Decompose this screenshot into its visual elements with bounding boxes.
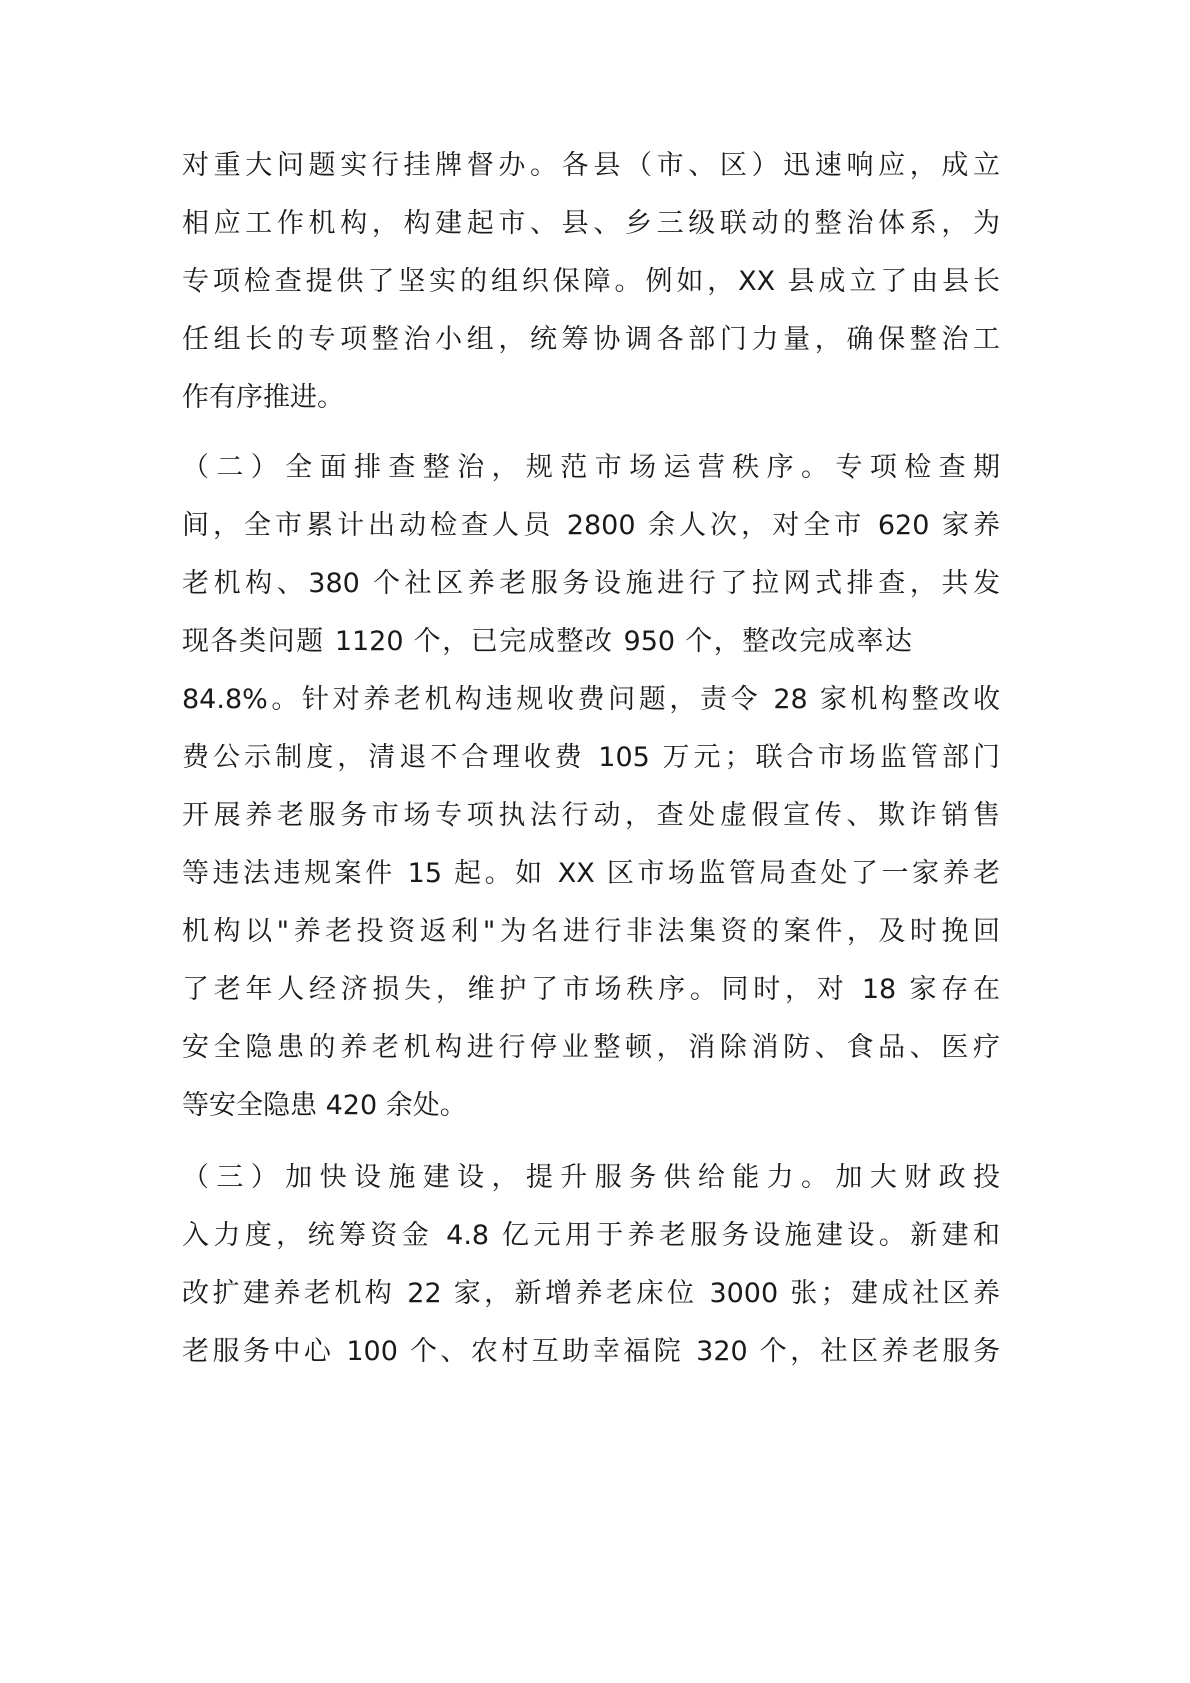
section-heading-line: （二）全面排查整治，规范市场运营秩序。专项检查期 bbox=[182, 452, 1000, 483]
text-line: 老服务中心 100 个、农村互助幸福院 320 个，社区养老服务 bbox=[182, 1336, 1000, 1367]
text-line: 任组长的专项整治小组，统筹协调各部门力量，确保整治工 bbox=[182, 324, 1000, 355]
text-line: 费公示制度，清退不合理收费 105 万元；联合市场监管部门 bbox=[182, 742, 1000, 773]
text-line: 84.8%。针对养老机构违规收费问题，责令 28 家机构整改收 bbox=[182, 684, 1000, 715]
text-line: 机构以"养老投资返利"为名进行非法集资的案件，及时挽回 bbox=[182, 916, 1000, 947]
text-line: 开展养老服务市场专项执法行动，查处虚假宣传、欺诈销售 bbox=[182, 800, 1000, 831]
text-line: 专项检查提供了坚实的组织保障。例如，XX 县成立了由县长 bbox=[182, 266, 1000, 297]
text-line: 现各类问题 1120 个，已完成整改 950 个，整改完成率达 bbox=[182, 626, 912, 657]
section-heading-line: （三）加快设施建设，提升服务供给能力。加大财政投 bbox=[182, 1162, 1000, 1193]
text-line: 入力度，统筹资金 4.8 亿元用于养老服务设施建设。新建和 bbox=[182, 1220, 1000, 1251]
text-line: 间，全市累计出动检查人员 2800 余人次，对全市 620 家养 bbox=[182, 510, 1000, 541]
text-line: 了老年人经济损失，维护了市场秩序。同时，对 18 家存在 bbox=[182, 974, 1000, 1005]
text-line: 老机构、380 个社区养老服务设施进行了拉网式排查，共发 bbox=[182, 568, 1000, 599]
text-line: 作有序推进。 bbox=[182, 382, 344, 413]
text-line: 安全隐患的养老机构进行停业整顿，消除消防、食品、医疗 bbox=[182, 1032, 1000, 1063]
text-line: 改扩建养老机构 22 家，新增养老床位 3000 张；建成社区养 bbox=[182, 1278, 1000, 1309]
text-line: 对重大问题实行挂牌督办。各县（市、区）迅速响应，成立 bbox=[182, 150, 1000, 181]
text-line: 等违法违规案件 15 起。如 XX 区市场监管局查处了一家养老 bbox=[182, 858, 1000, 889]
text-line: 等安全隐患 420 余处。 bbox=[182, 1090, 467, 1121]
text-line: 相应工作机构，构建起市、县、乡三级联动的整治体系，为 bbox=[182, 208, 1000, 239]
